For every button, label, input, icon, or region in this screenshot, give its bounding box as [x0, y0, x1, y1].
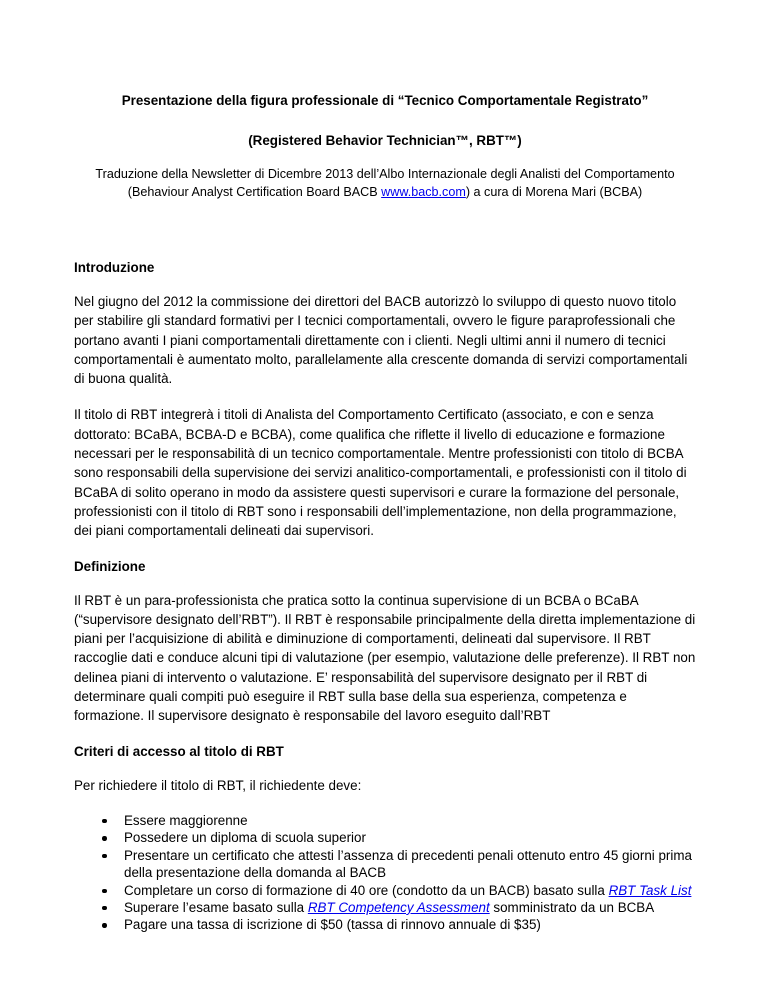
list-item [124, 899, 696, 916]
list-item-text-end: somministrato da un BCBA [489, 899, 655, 915]
definition-paragraph: Il RBT è un para-professionista che pratica sotto la continua supervisione di un BCBA o BCaBA (“supervisore designato dell’RBT”). Il RBT è responsabile principalmente della diretta implementazione di piani per l’acquisizione di abilità e diminuzione di comportamenti, delineati dal supervisore. Il RBT raccoglie dati e conduce alcuni tipi di valutazione (per esempio, valutazione delle preferenze). Il RBT non delinea piani di intervento o valutazione. E’ responsabilità del supervisore designato per il RBT di determinare quali compiti può eseguire il RBT sulla base della sua esperienza, competenza e formazione. Il supervisore designato è responsabile del lavoro eseguito dall’RBT [74, 592, 696, 724]
list-item: Pagare una tassa di iscrizione di $50 (tassa di rinnovo annuale di $35) [124, 916, 696, 933]
document-title: Presentazione della figura professionale di “Tecnico Comportamentale Registrato” [121, 93, 649, 108]
list-item-text: Completare un corso di formazione di 40 ore (condotto da un BACB) basato sulla [124, 882, 609, 898]
document-page [74, 92, 696, 934]
list-item: Presentare un certificato che attesti l’assenza di precedenti penali ottenuto entro 45 giorni prima della presentazione della domanda al BACB [124, 847, 696, 882]
translation-note-start: Traduzione della Newsletter di Dicembre 2013 dell’Albo Internazionale degli Analisti del Comportamento (Behaviour Analyst Certification Board BACB [95, 167, 675, 199]
section-heading-definition: Definizione [74, 558, 146, 574]
translation-note [74, 166, 696, 201]
bacb-website-link[interactable]: www.bacb.com [381, 184, 466, 199]
translation-note-end: ) a cura di Morena Mari (BCBA) [465, 184, 643, 199]
section-heading-intro: Introduzione [74, 260, 155, 275]
section-heading-criteria: Criteri di accesso al titolo di RBT [74, 743, 284, 759]
criteria-intro: Per richiedere il titolo di RBT, il richiedente deve: [74, 777, 362, 793]
list-item-text: Superare l’esame basato sulla [124, 899, 308, 915]
criteria-list [74, 812, 696, 934]
rbt-competency-assessment-link[interactable]: RBT Competency Assessment [307, 899, 490, 915]
document-subtitle: (Registered Behavior Technician™, RBT™) [248, 133, 522, 148]
intro-paragraph-1: Nel giugno del 2012 la commissione dei direttori del BACB autorizzò lo sviluppo di questo nuovo titolo per stabilire gli standard formativi per I tecnici comportamentali, ovvero le figure paraprofessionali che portano avanti I piani comportamentali direttamente con i clienti. Negli ultimi anni il numero di tecnici comportamentali è aumentato molto, parallelamente alla crescente domanda di servizi comportamentali di buona qualità. [74, 294, 688, 387]
intro-paragraph-2: Il titolo di RBT integrerà i titoli di Analista del Comportamento Certificato (associato, e con e senza dottorato: BCaBA, BCBA-D e BCBA), come qualifica che riflette il livello di educazione e formazione necessari per le responsabilità di un tecnico comportamentale. Mentre professionisti con titolo di BCBA sono responsabili della supervisione dei servizi analitico-comportamentali, e professionisti con il titolo di BCaBA di solito operano in modo da assistere questi supervisori e curare la formazione del personale, professionisti con il titolo di RBT sono i responsabili dell’implementazione, non della programmazione, dei piani comportamentali delineati dai supervisori. [74, 407, 687, 539]
list-item: Essere maggiorenne [124, 812, 696, 829]
list-item [124, 882, 696, 899]
list-item: Possedere un diploma di scuola superior [124, 829, 696, 846]
rbt-task-list-link[interactable]: RBT Task List [608, 882, 692, 898]
